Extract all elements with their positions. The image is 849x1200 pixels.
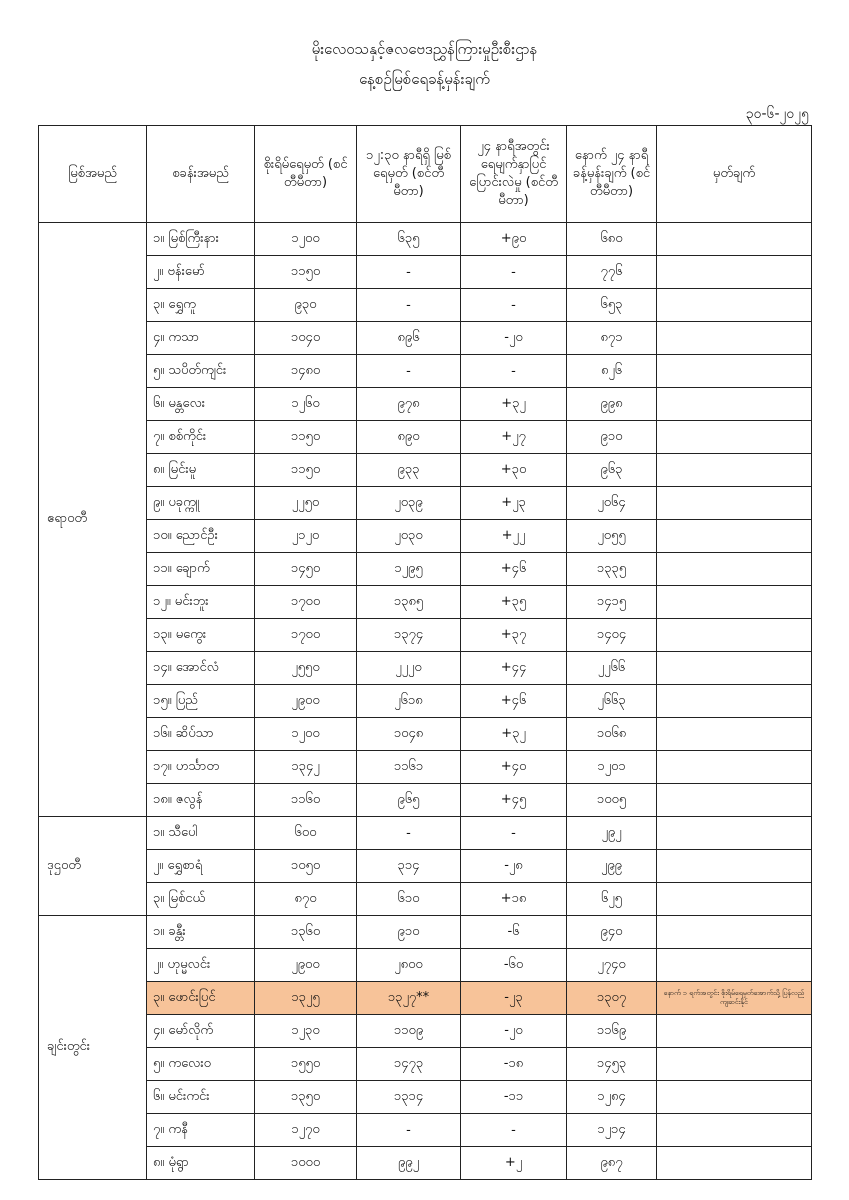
change-cell: +၄၆: [461, 685, 567, 718]
change-cell: -၁၁: [461, 1081, 567, 1114]
station-cell: ၆။ မန္တလေး: [147, 388, 255, 421]
station-cell: ၄။ မော်လိုက်: [147, 1015, 255, 1048]
remark-cell: [657, 1081, 812, 1114]
danger-level-cell: ၁၃၅၀: [255, 1081, 357, 1114]
change-cell: +၃၅: [461, 586, 567, 619]
station-cell: ၁။ ခန္တီး: [147, 916, 255, 949]
remark-cell: [657, 751, 812, 784]
station-cell: ၆။ မင်းကင်း: [147, 1081, 255, 1114]
danger-level-cell: ၁၂၆၀: [255, 388, 357, 421]
danger-level-cell: ၁၄၈၀: [255, 355, 357, 388]
remark-cell: [657, 586, 812, 619]
table-row: [39, 1114, 812, 1147]
observed-level-cell: -: [357, 355, 461, 388]
forecast-cell: ၂၆၆၃: [567, 685, 657, 718]
change-cell: +၃၂: [461, 388, 567, 421]
table-row: [39, 817, 812, 850]
observed-level-cell: ၆၁၀: [357, 883, 461, 916]
observed-level-cell: ၁၃၂၇**: [357, 982, 461, 1015]
table-row: [39, 388, 812, 421]
forecast-cell: ၂၉၉: [567, 850, 657, 883]
remark-cell: နောက် ၁ ရက်အတွင်း စိုးရိမ်ရေမှတ်အောက်သို့ ပြန်လည်ကျဆင်းနိုင်: [657, 982, 812, 1015]
observed-level-cell: ၂၀၃၉: [357, 487, 461, 520]
observed-level-cell: ၃၁၄: [357, 850, 461, 883]
observed-level-cell: ၁၀၄၈: [357, 718, 461, 751]
forecast-cell: ၁၄၅၃: [567, 1048, 657, 1081]
header-row: [39, 126, 812, 223]
change-cell: -၁၈: [461, 1048, 567, 1081]
forecast-cell: ၂၇၄၀: [567, 949, 657, 982]
forecast-cell: ၆၅၃: [567, 289, 657, 322]
station-cell: ၇။ ကနီ: [147, 1114, 255, 1147]
danger-level-cell: ၁၅၅၀: [255, 1048, 357, 1081]
danger-level-cell: ၉၃၀: [255, 289, 357, 322]
table-row: [39, 553, 812, 586]
header-observed-level: ၁၂:၃၀ နာရီရှိ မြစ်ရေမှတ် (စင်တီမီတာ): [357, 126, 461, 223]
river-name-cell: ဧရာဝတီ: [39, 223, 147, 817]
danger-level-cell: ၁၇၀၀: [255, 619, 357, 652]
remark-cell: [657, 619, 812, 652]
table-row: [39, 751, 812, 784]
change-cell: +၄၄: [461, 652, 567, 685]
danger-level-cell: ၁၂၃၀: [255, 1015, 357, 1048]
change-cell: +၂၃: [461, 487, 567, 520]
danger-level-cell: ၁၂၀၀: [255, 223, 357, 256]
river-name-cell: ချင်းတွင်း: [39, 916, 147, 1180]
remark-cell: [657, 421, 812, 454]
change-cell: +၁၈: [461, 883, 567, 916]
table-row: [39, 949, 812, 982]
remark-cell: [657, 685, 812, 718]
table-row: [39, 487, 812, 520]
table-row: [39, 1048, 812, 1081]
station-cell: ၁။ မြစ်ကြီးနား: [147, 223, 255, 256]
station-cell: ၄။ ကသာ: [147, 322, 255, 355]
station-cell: ၁၃။ မကွေး: [147, 619, 255, 652]
table-row: [39, 454, 812, 487]
document-date: ၃၀-၆-၂၀၂၅: [745, 106, 809, 122]
remark-cell: [657, 652, 812, 685]
document-subtitle: နေ့စဉ်မြစ်ရေခန့်မှန်းချက်: [359, 70, 490, 88]
forecast-cell: ၇၇၆: [567, 256, 657, 289]
observed-level-cell: ၈၉၆: [357, 322, 461, 355]
remark-cell: [657, 850, 812, 883]
observed-level-cell: ၉၉၂: [357, 1147, 461, 1180]
change-cell: +၂: [461, 1147, 567, 1180]
observed-level-cell: ၁၁၆၁: [357, 751, 461, 784]
remark-cell: [657, 1048, 812, 1081]
table-row: [39, 421, 812, 454]
table-row: [39, 850, 812, 883]
remark-cell: [657, 784, 812, 817]
change-cell: -၆၀: [461, 949, 567, 982]
remark-cell: [657, 322, 812, 355]
change-cell: +၄၆: [461, 553, 567, 586]
remark-cell: [657, 553, 812, 586]
change-cell: -: [461, 817, 567, 850]
remark-cell: [657, 916, 812, 949]
change-cell: +၄၅: [461, 784, 567, 817]
remark-cell: [657, 718, 812, 751]
change-cell: +၃၀: [461, 454, 567, 487]
change-cell: +၂၂: [461, 520, 567, 553]
remark-cell: [657, 949, 812, 982]
station-cell: ၅။ သပိတ်ကျင်း: [147, 355, 255, 388]
table-row: [39, 916, 812, 949]
danger-level-cell: ၆၀၀: [255, 817, 357, 850]
table-row: [39, 1015, 812, 1048]
river-forecast-table: [38, 125, 812, 1180]
forecast-cell: ၉၆၃: [567, 454, 657, 487]
observed-level-cell: ၁၁၀၉: [357, 1015, 461, 1048]
remark-cell: [657, 223, 812, 256]
forecast-cell: ၁၂၁၄: [567, 1114, 657, 1147]
table-row: [39, 1081, 812, 1114]
danger-level-cell: ၁၃၆၀: [255, 916, 357, 949]
table-row: [39, 619, 812, 652]
station-cell: ၂။ ဗန်းမော်: [147, 256, 255, 289]
danger-level-cell: ၂၉၀၀: [255, 685, 357, 718]
change-cell: -၂၀: [461, 322, 567, 355]
station-cell: ၉။ ပခုက္ကူ: [147, 487, 255, 520]
table-row: [39, 586, 812, 619]
station-cell: ၁၇။ ဟင်္သာတ: [147, 751, 255, 784]
change-cell: -: [461, 355, 567, 388]
river-name-cell: ဒုဌဝတီ: [39, 817, 147, 916]
danger-level-cell: ၁၀၀၀: [255, 1147, 357, 1180]
observed-level-cell: ၉၁၀: [357, 916, 461, 949]
forecast-cell: ၂၀၆၄: [567, 487, 657, 520]
observed-level-cell: ၁၃၈၅: [357, 586, 461, 619]
observed-level-cell: ၁၂၉၅: [357, 553, 461, 586]
table-row: [39, 652, 812, 685]
danger-level-cell: ၂၅၅၀: [255, 652, 357, 685]
danger-level-cell: ၁၃၄၂: [255, 751, 357, 784]
station-cell: ၁၀။ ညောင်ဦး: [147, 520, 255, 553]
station-cell: ၁၂။ မင်းဘူး: [147, 586, 255, 619]
change-cell: +၂၇: [461, 421, 567, 454]
forecast-cell: ၆၈၀: [567, 223, 657, 256]
change-cell: -၂၀: [461, 1015, 567, 1048]
change-cell: +၉၀: [461, 223, 567, 256]
observed-level-cell: ၁၃၇၄: [357, 619, 461, 652]
forecast-cell: ၁၁၆၉: [567, 1015, 657, 1048]
forecast-cell: ၁၂၀၁: [567, 751, 657, 784]
station-cell: ၈။ မုံရွာ: [147, 1147, 255, 1180]
danger-level-cell: ၁၁၆၀: [255, 784, 357, 817]
document-title: မိုးလေဝသနှင့်ဇလဗေဒညွှန်ကြားမှုဦးစီးဌာန: [311, 40, 538, 58]
observed-level-cell: ၁၃၁၄: [357, 1081, 461, 1114]
observed-level-cell: ၉၆၅: [357, 784, 461, 817]
observed-level-cell: ၂၂၂၀: [357, 652, 461, 685]
forecast-cell: ၉၁၀: [567, 421, 657, 454]
remark-cell: [657, 388, 812, 421]
remark-cell: [657, 289, 812, 322]
forecast-cell: ၁၃၀၇: [567, 982, 657, 1015]
station-cell: ၁။ သီပေါ: [147, 817, 255, 850]
observed-level-cell: ၂၀၃၀: [357, 520, 461, 553]
observed-level-cell: ၈၉၀: [357, 421, 461, 454]
remark-cell: [657, 1015, 812, 1048]
station-cell: ၃။ မြစ်ငယ်: [147, 883, 255, 916]
table-row: [39, 685, 812, 718]
station-cell: ၈။ မြင်းမူ: [147, 454, 255, 487]
change-cell: -၆: [461, 916, 567, 949]
observed-level-cell: -: [357, 289, 461, 322]
forecast-cell: ၂၂၆၆: [567, 652, 657, 685]
station-cell: ၇။ စစ်ကိုင်း: [147, 421, 255, 454]
table-row: [39, 289, 812, 322]
table-row: [39, 784, 812, 817]
table-body: [39, 223, 812, 1180]
danger-level-cell: ၈၇၀: [255, 883, 357, 916]
station-cell: ၁၆။ ဆိပ်သာ: [147, 718, 255, 751]
station-cell: ၂။ ဟုမ္မလင်း: [147, 949, 255, 982]
header-remarks: မှတ်ချက်: [657, 126, 812, 223]
danger-level-cell: ၁၁၅၀: [255, 421, 357, 454]
table-row: [39, 1147, 812, 1180]
forecast-cell: ၁၀၀၅: [567, 784, 657, 817]
forecast-cell: ၁၂၈၄: [567, 1081, 657, 1114]
station-cell: ၃။ ရွှေကူ: [147, 289, 255, 322]
forecast-cell: ၁၄၀၄: [567, 619, 657, 652]
observed-level-cell: ၂၈၀၀: [357, 949, 461, 982]
table-row: [39, 883, 812, 916]
forecast-cell: ၁၃၃၅: [567, 553, 657, 586]
forecast-cell: ၈၂၆: [567, 355, 657, 388]
forecast-cell: ၉၉၈: [567, 388, 657, 421]
observed-level-cell: ၁၄၇၃: [357, 1048, 461, 1081]
table-row: [39, 223, 812, 256]
forecast-cell: ၈၇၁: [567, 322, 657, 355]
forecast-cell: ၉၈၇: [567, 1147, 657, 1180]
danger-level-cell: ၂၉၀၀: [255, 949, 357, 982]
remark-cell: [657, 487, 812, 520]
danger-level-cell: ၁၃၂၅: [255, 982, 357, 1015]
remark-cell: [657, 355, 812, 388]
danger-level-cell: ၁၂၇၀: [255, 1114, 357, 1147]
change-cell: +၃၇: [461, 619, 567, 652]
observed-level-cell: ၉၃၃: [357, 454, 461, 487]
change-cell: -၂၈: [461, 850, 567, 883]
table-row: [39, 718, 812, 751]
forecast-cell: ၁၄၁၅: [567, 586, 657, 619]
station-cell: ၁၅။ ပြည်: [147, 685, 255, 718]
header-river: မြစ်အမည်: [39, 126, 147, 223]
table-row: [39, 256, 812, 289]
forecast-cell: ၆၂၅: [567, 883, 657, 916]
observed-level-cell: -: [357, 817, 461, 850]
remark-cell: [657, 1147, 812, 1180]
station-cell: ၁၈။ ဇလွန်: [147, 784, 255, 817]
danger-level-cell: ၂၂၅၀: [255, 487, 357, 520]
station-cell: ၁၁။ ချောက်: [147, 553, 255, 586]
forecast-cell: ၉၄၀: [567, 916, 657, 949]
observed-level-cell: ၉၇၈: [357, 388, 461, 421]
change-cell: +၄၀: [461, 751, 567, 784]
observed-level-cell: -: [357, 1114, 461, 1147]
header-danger-level: စိုးရိမ်ရေမှတ် (စင်တီမီတာ): [255, 126, 357, 223]
table-row: [39, 322, 812, 355]
table-row: [39, 520, 812, 553]
danger-level-cell: ၁၇၀၀: [255, 586, 357, 619]
change-cell: -: [461, 1114, 567, 1147]
station-cell: ၁၄။ အောင်လံ: [147, 652, 255, 685]
station-cell: ၂။ ရွှေစာရံ: [147, 850, 255, 883]
remark-cell: [657, 256, 812, 289]
danger-level-cell: ၁၁၅၀: [255, 256, 357, 289]
forecast-cell: ၁၀၆၈: [567, 718, 657, 751]
change-cell: -: [461, 289, 567, 322]
danger-level-cell: ၁၁၅၀: [255, 454, 357, 487]
header-24h-change: ၂၄ နာရီအတွင်း ရေမျက်နှာပြင် ပြောင်းလဲမှု (စင်တီမီတာ): [461, 126, 567, 223]
danger-level-cell: ၁၂၀၀: [255, 718, 357, 751]
header-24h-forecast: နောက် ၂၄ နာရီ ခန့်မှန်းချက် (စင်တီမီတာ): [567, 126, 657, 223]
table-row: [39, 355, 812, 388]
observed-level-cell: ၆၃၅: [357, 223, 461, 256]
observed-level-cell: -: [357, 256, 461, 289]
change-cell: -: [461, 256, 567, 289]
remark-cell: [657, 520, 812, 553]
danger-level-cell: ၁၀၅၀: [255, 850, 357, 883]
change-cell: +၃၂: [461, 718, 567, 751]
station-cell: ၃။ ဖောင်းပြင်: [147, 982, 255, 1015]
danger-level-cell: ၁၀၄၀: [255, 322, 357, 355]
danger-level-cell: ၂၁၂၀: [255, 520, 357, 553]
forecast-cell: ၂၀၅၅: [567, 520, 657, 553]
observed-level-cell: ၂၆၁၈: [357, 685, 461, 718]
change-cell: -၂၃: [461, 982, 567, 1015]
header-station: စခန်းအမည်: [147, 126, 255, 223]
forecast-cell: ၂၉၂: [567, 817, 657, 850]
station-cell: ၅။ ကလေးဝ: [147, 1048, 255, 1081]
danger-level-cell: ၁၄၅၀: [255, 553, 357, 586]
table-row: [39, 982, 812, 1015]
remark-cell: [657, 454, 812, 487]
remark-cell: [657, 817, 812, 850]
remark-cell: [657, 1114, 812, 1147]
remark-cell: [657, 883, 812, 916]
